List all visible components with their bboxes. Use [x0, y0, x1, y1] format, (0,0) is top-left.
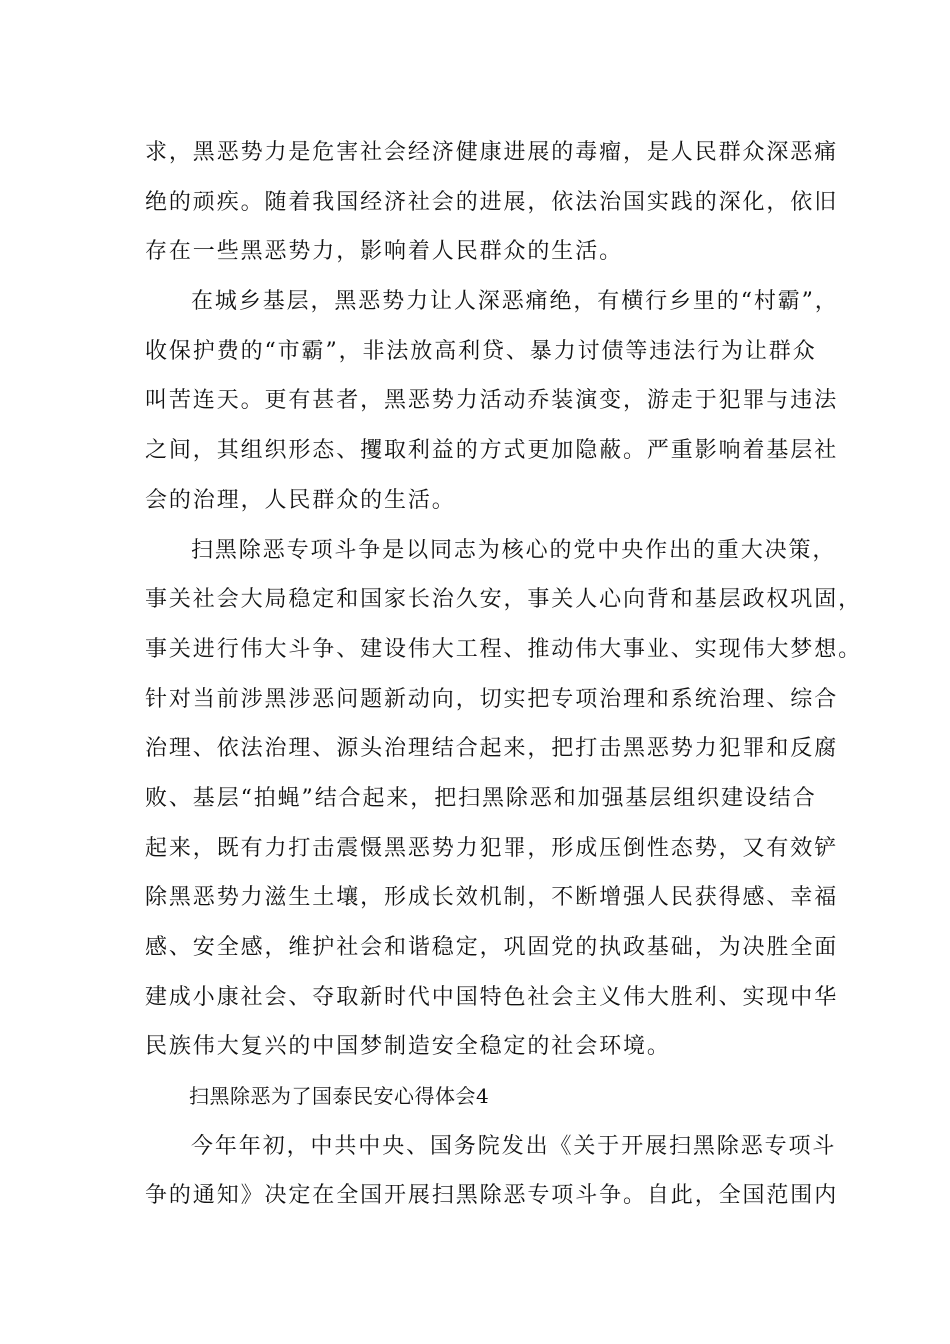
paragraph-line: 感、安全感，维护社会和谐稳定，巩固党的执政基础，为决胜全面 — [145, 935, 839, 960]
paragraph-line: 今年年初，中共中央、国务院发出《关于开展扫黑除恶专项斗 — [191, 1133, 837, 1159]
paragraph-line: 绝的顽疾。随着我国经济社会的进展，依法治国实践的深化，依旧 — [145, 189, 839, 215]
paragraph-line: 事关进行伟大斗争、建设伟大工程、推动伟大事业、实现伟大梦想。 — [145, 636, 863, 662]
paragraph-line: 争的通知》决定在全国开展扫黑除恶专项斗争。自此，全国范围内 — [145, 1183, 839, 1209]
paragraph-3 — [145, 526, 863, 1073]
paragraph-line: 会的治理，人民群众的生活。 — [145, 487, 456, 513]
paragraph-line: 建成小康社会、夺取新时代中国特色社会主义伟大胜利、实现中华 — [145, 984, 839, 1010]
paragraph-4 — [145, 1122, 839, 1221]
section-heading: 扫黑除恶为了国泰民安心得体会4 — [189, 1084, 490, 1109]
paragraph-line: 针对当前涉黑涉恶问题新动向，切实把专项治理和系统治理、综合 — [145, 686, 839, 712]
paragraph-line: 求，黑恶势力是危害社会经济健康进展的毒瘤，是人民群众深恶痛 — [145, 140, 839, 165]
document-body — [145, 128, 863, 1221]
paragraph-1 — [145, 128, 839, 277]
paragraph-line: 存在一些黑恶势力，影响着人民群众的生活。 — [145, 239, 624, 265]
paragraph-line: 起来，既有力打击震慑黑恶势力犯罪，形成压倒性态势，又有效铲 — [145, 835, 839, 861]
paragraph-line: 收保护费的“市霸”，非法放高利贷、暴力讨债等违法行为让群众 — [145, 338, 817, 364]
paragraph-line: 叫苦连天。更有甚者，黑恶势力活动乔装演变，游走于犯罪与违法 — [145, 388, 839, 414]
paragraph-line: 事关社会大局稳定和国家长治久安，事关人心向背和基层政权巩固， — [145, 587, 863, 613]
paragraph-line: 扫黑除恶专项斗争是以同志为核心的党中央作出的重大决策， — [191, 537, 837, 563]
paragraph-2 — [145, 277, 839, 525]
paragraph-line: 败、基层“拍蝇”结合起来，把扫黑除恶和加强基层组织建设结合 — [145, 785, 817, 811]
paragraph-line: 除黑恶势力滋生土壤，形成长效机制，不断增强人民获得感、幸福 — [145, 885, 839, 911]
paragraph-line: 治理、依法治理、源头治理结合起来，把打击黑恶势力犯罪和反腐 — [145, 736, 839, 762]
paragraph-line: 之间，其组织形态、攫取利益的方式更加隐蔽。严重影响着基层社 — [145, 438, 839, 464]
paragraph-line: 民族伟大复兴的中国梦制造安全稳定的社会环境。 — [145, 1034, 671, 1060]
paragraph-line: 在城乡基层，黑恶势力让人深恶痛绝，有横行乡里的“村霸”， — [191, 289, 839, 315]
